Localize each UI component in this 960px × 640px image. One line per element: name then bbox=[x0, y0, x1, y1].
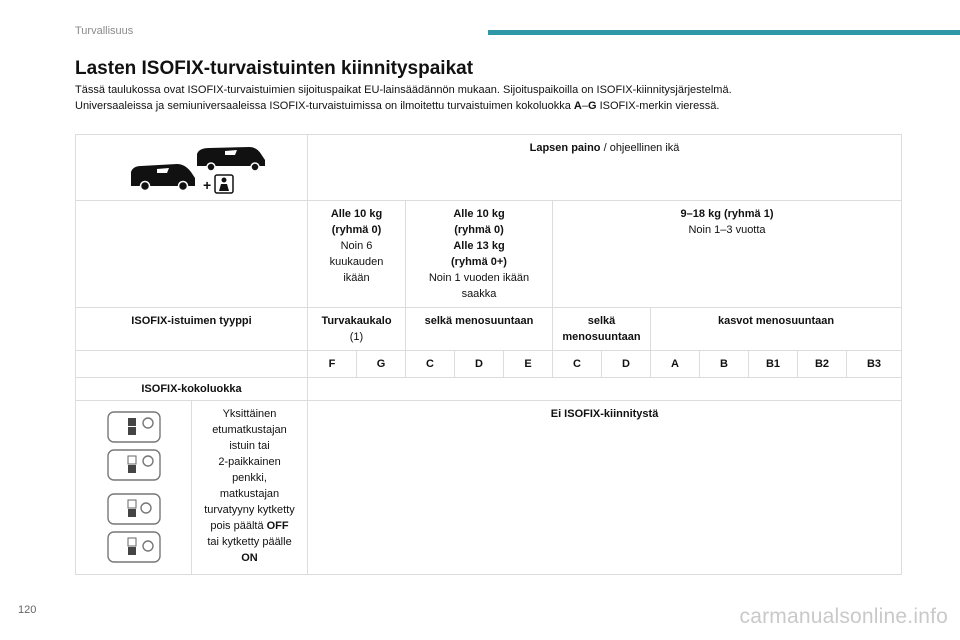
isofix-table bbox=[75, 134, 902, 575]
group-0-l2: (ryhmä 0) bbox=[331, 224, 382, 236]
group-0-l4: kuukauden bbox=[329, 256, 384, 268]
group-1-l1: Alle 10 kg bbox=[453, 208, 505, 220]
type-1-cell bbox=[406, 308, 553, 351]
svg-text:+: + bbox=[202, 176, 211, 193]
groups-empty-cell bbox=[76, 201, 308, 308]
table-row-types bbox=[76, 308, 902, 351]
header-section-title: Turvallisuus bbox=[75, 25, 134, 37]
seat-desc-l7: turvatyyny kytketty bbox=[204, 504, 295, 516]
class-cell: F bbox=[308, 351, 357, 378]
intro-line-1: Tässä taulukossa ovat ISOFIX-turvaistuimien sijoituspaikat EU-lainsäädännön mukaan. Sijoituspaikoilla on ISOFIX-kiinnitysjärjestelmä. bbox=[75, 84, 732, 96]
group-2-l1: 9–18 kg (ryhmä 1) bbox=[680, 208, 774, 220]
watermark: carmanualsonline.info bbox=[739, 605, 948, 628]
weight-header-rest: / ohjeellinen ikä bbox=[600, 142, 680, 154]
table-row-classes bbox=[76, 351, 902, 378]
intro-line-2-e: ISOFIX-merkin vieressä. bbox=[596, 100, 720, 112]
seat-desc-l8-text: pois päältä bbox=[210, 520, 267, 532]
seat-desc-on: ON bbox=[241, 552, 258, 564]
table-row-class-label bbox=[76, 378, 902, 401]
class-cell: B3 bbox=[847, 351, 902, 378]
van-long-icon bbox=[197, 147, 265, 171]
group-2-cell bbox=[553, 201, 902, 308]
weight-header-bold: Lapsen paino bbox=[529, 142, 601, 154]
class-cell: G bbox=[357, 351, 406, 378]
seat-desc-l4: 2-paikkainen bbox=[218, 456, 281, 468]
intro-line-2-a: Universaaleissa ja semiuniversaaleissa ISOFIX-turvaistuimissa on ilmoitettu turvaistuimen kokoluokka bbox=[75, 100, 574, 112]
table-row-header bbox=[76, 135, 902, 201]
seat-layout-1-icon bbox=[108, 412, 160, 442]
group-1-l4: (ryhmä 0+) bbox=[451, 256, 507, 268]
group-1-cell bbox=[406, 201, 553, 308]
intro-size-g: G bbox=[587, 100, 597, 112]
page-number: 120 bbox=[18, 604, 37, 616]
vehicle-icons-cell bbox=[76, 135, 308, 201]
seat-result-cell: Ei ISOFIX-kiinnitystä bbox=[308, 401, 902, 575]
class-label-cell: ISOFIX-kokoluokka bbox=[76, 378, 308, 401]
seat-desc-l8 bbox=[195, 518, 304, 534]
seat-desc-l5: penkki, bbox=[232, 472, 267, 484]
classes-empty-cell bbox=[76, 351, 308, 378]
intro-line-2 bbox=[75, 98, 895, 114]
type-3-l1: kasvot menosuuntaan bbox=[717, 315, 835, 327]
seat-desc-l9: tai kytketty päälle bbox=[207, 536, 292, 548]
group-0-l1: Alle 10 kg bbox=[330, 208, 383, 220]
weight-header-cell bbox=[308, 135, 902, 201]
seat-desc-l1: Yksittäinen bbox=[222, 408, 277, 420]
class-cell: D bbox=[602, 351, 651, 378]
class-cell: C bbox=[406, 351, 455, 378]
table-row-seat bbox=[76, 401, 902, 575]
isofix-plus-icon bbox=[203, 175, 233, 193]
type-2-l2: menosuuntaan bbox=[562, 331, 641, 343]
intro-size-a: A bbox=[573, 100, 582, 112]
class-cell: E bbox=[504, 351, 553, 378]
table-row-groups bbox=[76, 201, 902, 308]
group-1-l2: (ryhmä 0) bbox=[454, 224, 504, 236]
seat-desc-l3: istuin tai bbox=[229, 440, 270, 452]
seat-desc-l2: etumatkustajan bbox=[212, 424, 287, 436]
seat-layout-icons bbox=[104, 408, 164, 568]
seat-desc-off: OFF bbox=[266, 520, 289, 532]
type-2-l1: selkä bbox=[587, 315, 616, 327]
group-2-l2: Noin 1–3 vuotta bbox=[688, 224, 766, 236]
seat-layout-2-icon bbox=[108, 450, 160, 480]
type-0-cell bbox=[308, 308, 406, 351]
class-cell: A bbox=[651, 351, 700, 378]
seat-description-cell bbox=[192, 401, 308, 575]
intro-text bbox=[75, 82, 895, 114]
van-short-icon bbox=[117, 140, 267, 196]
seat-layout-4-icon bbox=[108, 532, 160, 562]
type-1-l1: selkä menosuuntaan bbox=[424, 315, 534, 327]
class-cell: B bbox=[700, 351, 749, 378]
intro-dash: – bbox=[581, 100, 588, 112]
group-1-l6: saakka bbox=[461, 288, 497, 300]
seat-layout-3-icon bbox=[108, 494, 160, 524]
seat-icons-cell bbox=[76, 401, 192, 575]
class-cell: B1 bbox=[749, 351, 798, 378]
class-cell: D bbox=[455, 351, 504, 378]
type-0-l2: (1) bbox=[349, 331, 364, 343]
class-label-empty-cell bbox=[308, 378, 902, 401]
group-1-l5: Noin 1 vuoden ikään bbox=[428, 272, 530, 284]
type-label-cell: ISOFIX-istuimen tyyppi bbox=[76, 308, 308, 351]
seat-desc-l6: matkustajan bbox=[219, 488, 280, 500]
class-cell: B2 bbox=[798, 351, 847, 378]
group-1-l3: Alle 13 kg bbox=[453, 240, 505, 252]
group-0-l3: Noin 6 bbox=[340, 240, 373, 252]
type-2-cell bbox=[553, 308, 651, 351]
class-cell: C bbox=[553, 351, 602, 378]
group-0-l5: ikään bbox=[343, 272, 370, 284]
page-title: Lasten ISOFIX-turvaistuinten kiinnityspaikat bbox=[75, 58, 474, 79]
group-0-cell bbox=[308, 201, 406, 308]
type-3-cell bbox=[651, 308, 902, 351]
type-0-l1: Turvakaukalo bbox=[321, 315, 392, 327]
header-accent-bar bbox=[488, 30, 960, 35]
